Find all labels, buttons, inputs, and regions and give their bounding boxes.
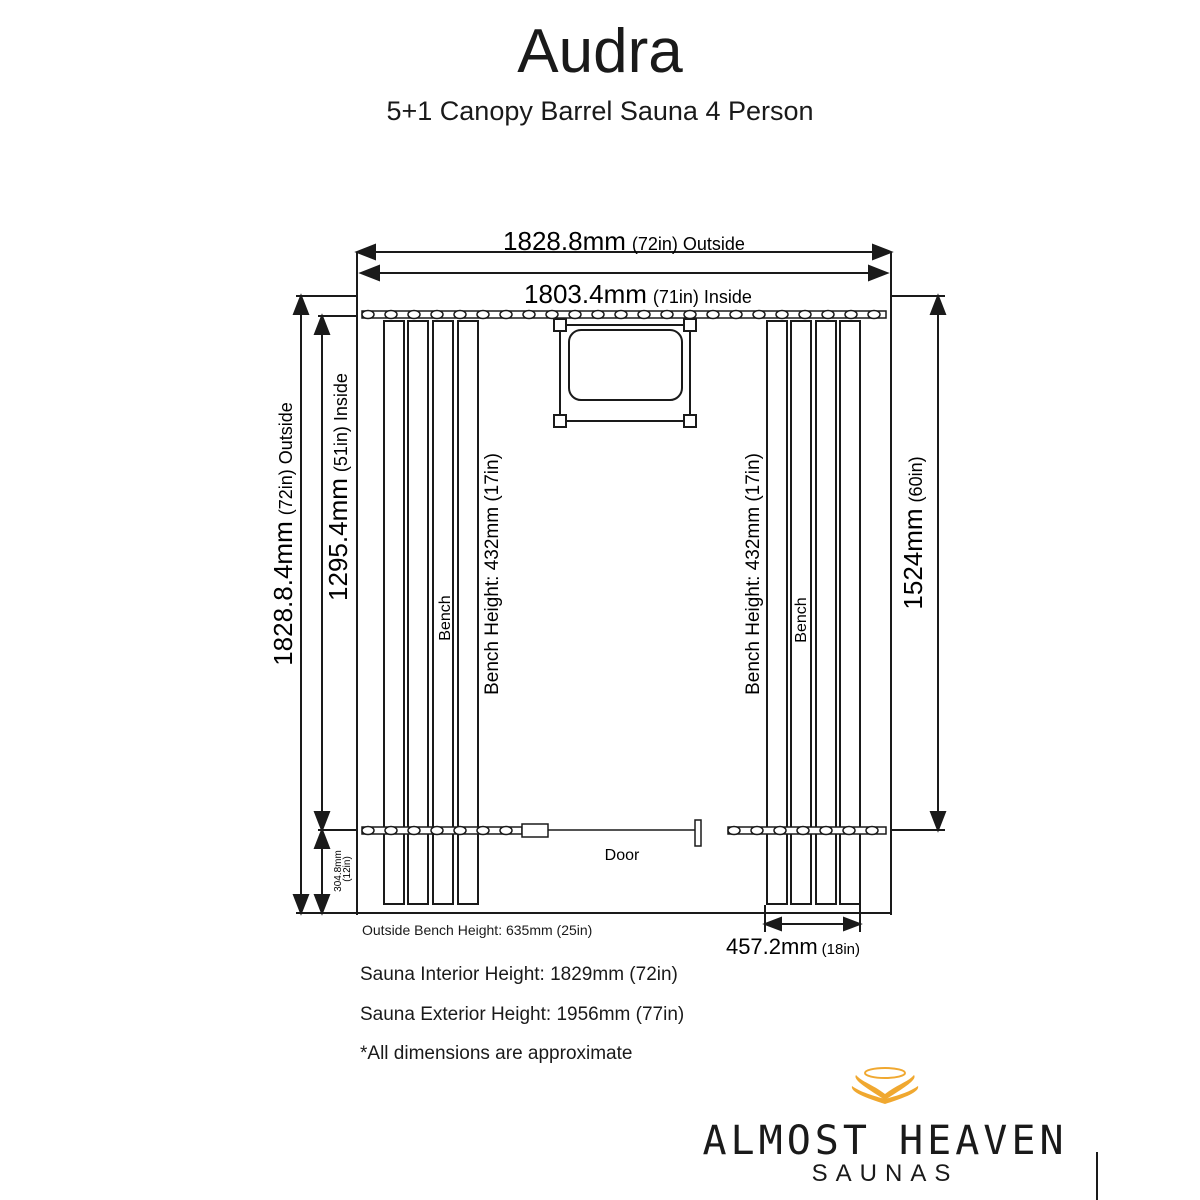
- rail-cap: [684, 311, 696, 319]
- rail-cap: [661, 311, 673, 319]
- rail-cap: [866, 827, 878, 835]
- rail-cap: [638, 311, 650, 319]
- rail-cap: [820, 827, 832, 835]
- page-title: Audra: [517, 17, 683, 86]
- rail-cap: [431, 311, 443, 319]
- rail-cap: [776, 311, 788, 319]
- angel-wings-logo: [852, 1068, 918, 1104]
- rail-cap: [753, 311, 765, 319]
- approximate-note: *All dimensions are approximate: [360, 1043, 633, 1064]
- right-bench: [767, 321, 860, 904]
- bench-width-label: 457.2mm (18in): [725, 934, 861, 959]
- rail-cap: [431, 827, 443, 835]
- inside-depth-label: 1295.4mm(51in) Inside: [323, 373, 353, 601]
- brand-name: ALMOST HEAVEN: [702, 1118, 1068, 1164]
- brand-subtitle: SAUNAS: [811, 1160, 959, 1187]
- rail-cap: [454, 311, 466, 319]
- right-bench-height-label: Bench Height: 432mm (17in): [743, 453, 764, 695]
- interior-height-note: Sauna Interior Height: 1829mm (72in): [360, 964, 678, 985]
- rail-cap: [707, 311, 719, 319]
- rail-cap: [592, 311, 604, 319]
- rail-cap: [546, 311, 558, 319]
- outside-depth-label: 1828.8.4mm(72in) Outside: [268, 402, 298, 666]
- rail-cap: [408, 827, 420, 835]
- rail-cap: [477, 827, 489, 835]
- rail-cap: [615, 311, 627, 319]
- rail-cap: [799, 311, 811, 319]
- left-bench: [384, 321, 478, 904]
- page-subtitle: 5+1 Canopy Barrel Sauna 4 Person: [386, 96, 814, 126]
- right-bench-label: Bench: [793, 597, 810, 643]
- left-bench-label: Bench: [437, 595, 454, 641]
- rail-cap: [751, 827, 763, 835]
- rail-cap: [845, 311, 857, 319]
- rail-cap: [797, 827, 809, 835]
- exterior-height-note: Sauna Exterior Height: 1956mm (77in): [360, 1004, 685, 1025]
- rail-cap: [569, 311, 581, 319]
- rail-cap: [362, 311, 374, 319]
- rail-cap: [477, 311, 489, 319]
- door-label: Door: [604, 847, 640, 864]
- rail-cap: [385, 311, 397, 319]
- rail-cap: [362, 827, 374, 835]
- rail-cap: [774, 827, 786, 835]
- rail-cap: [822, 311, 834, 319]
- room-depth-label: 1524mm(60in): [898, 456, 928, 610]
- rail-cap: [385, 827, 397, 835]
- rail-cap: [500, 827, 512, 835]
- rail-cap: [523, 311, 535, 319]
- rail-cap: [868, 311, 880, 319]
- left-bench-height-label: Bench Height: 432mm (17in): [482, 453, 503, 695]
- canopy-mm-label: 304.8mm: [333, 850, 344, 892]
- heater: [554, 319, 696, 427]
- door-handle: [695, 820, 701, 846]
- canopy-in-label: (12in): [342, 856, 353, 882]
- top-wall-rail: [362, 311, 886, 319]
- outside-width-label: 1828.8mm (72in) Outside: [503, 226, 745, 256]
- rail-cap: [730, 311, 742, 319]
- door-hinge: [522, 824, 548, 837]
- rail-cap: [500, 311, 512, 319]
- rail-cap: [454, 827, 466, 835]
- rail-cap: [728, 827, 740, 835]
- outside-bench-height-note: Outside Bench Height: 635mm (25in): [362, 922, 593, 938]
- rail-cap: [408, 311, 420, 319]
- inside-width-label: 1803.4mm (71in) Inside: [524, 279, 752, 309]
- rail-cap: [843, 827, 855, 835]
